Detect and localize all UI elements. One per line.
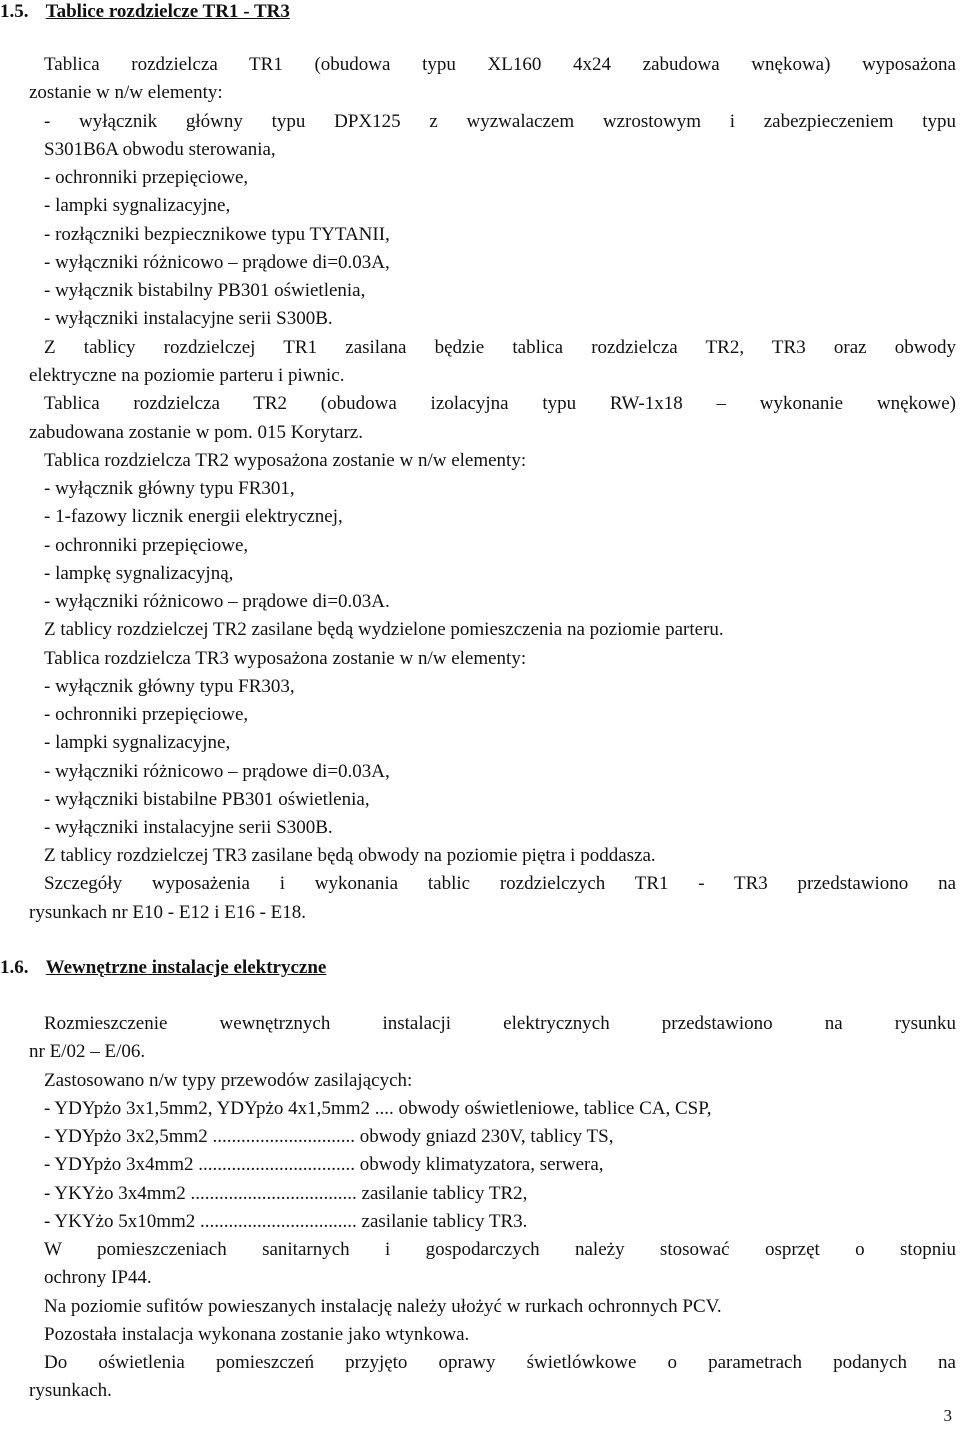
list-item: - 1-fazowy licznik energii elektrycznej, [44, 506, 343, 527]
section-heading-1-5 [0, 0, 290, 25]
cable-list-item: - YDYpżo 3x2,5mm2 .............................. obwody gniazd 230V, tablicy TS, [44, 1126, 614, 1147]
paragraph-line: Tablica rozdzielcza TR2 wyposażona zostanie w n/w elementy: [44, 450, 527, 471]
paragraph-line: rysunkach. [29, 1380, 112, 1401]
paragraph-line: zabudowana zostanie w pom. 015 Korytarz. [29, 422, 363, 443]
paragraph-line: Z tablicy rozdzielczej TR1 zasilana będzie tablica rozdzielcza TR2, TR3 oraz obwody [44, 337, 956, 358]
paragraph-line: Z tablicy rozdzielczej TR3 zasilane będą obwody na poziomie piętra i poddasza. [44, 845, 656, 866]
paragraph-line: rysunkach nr E10 - E12 i E16 - E18. [29, 902, 307, 923]
list-item: - lampki sygnalizacyjne, [44, 195, 231, 216]
paragraph-line: W pomieszczeniach sanitarnych i gospodarczych należy stosować osprzęt o stopniu [44, 1239, 956, 1260]
section-title: Tablice rozdzielcze TR1 - TR3 [45, 1, 290, 22]
paragraph-line: Tablica rozdzielcza TR1 (obudowa typu XL160 4x24 zabudowa wnękowa) wyposażona [44, 54, 956, 75]
list-item: - ochronniki przepięciowe, [44, 704, 249, 725]
paragraph-line: nr E/02 – E/06. [29, 1041, 146, 1062]
list-item: - lampkę sygnalizacyjną, [44, 563, 234, 584]
list-item: - wyłącznik główny typu FR301, [44, 478, 295, 499]
section-heading-1-6 [0, 955, 326, 981]
cable-list-item: - YKYżo 3x4mm2 ................................... zasilanie tablicy TR2, [44, 1183, 528, 1204]
section-number: 1.6. [0, 957, 29, 978]
list-item: - wyłączniki instalacyjne serii S300B. [44, 817, 333, 838]
paragraph-line: Zastosowano n/w typy przewodów zasilających: [44, 1070, 413, 1091]
paragraph-line: Do oświetlenia pomieszczeń przyjęto oprawy świetlówkowe o parametrach podanych na [44, 1352, 956, 1373]
section-number: 1.5. [0, 1, 29, 22]
list-item: S301B6A obwodu sterowania, [44, 139, 276, 160]
paragraph-line: zostanie w n/w elementy: [29, 82, 223, 103]
list-item: - wyłącznik bistabilny PB301 oświetlenia, [44, 280, 366, 301]
paragraph-line: Z tablicy rozdzielczej TR2 zasilane będą wydzielone pomieszczenia na poziomie parteru. [44, 619, 724, 640]
cable-list-item: - YDYpżo 3x1,5mm2, YDYpżo 4x1,5mm2 .... obwody oświetleniowe, tablice CA, CSP, [44, 1098, 712, 1119]
list-item: - ochronniki przepięciowe, [44, 167, 249, 188]
paragraph-line: Rozmieszczenie wewnętrznych instalacji elektrycznych przedstawiono na rysunku [44, 1013, 956, 1034]
list-item: - wyłącznik główny typu DPX125 z wyzwalaczem wzrostowym i zabezpieczeniem typu [44, 111, 956, 132]
list-item: - wyłączniki różnicowo – prądowe di=0.03A, [44, 252, 390, 273]
paragraph-line: Pozostała instalacja wykonana zostanie jako wtynkowa. [44, 1324, 470, 1345]
paragraph-line: Tablica rozdzielcza TR3 wyposażona zostanie w n/w elementy: [44, 648, 527, 669]
page-number: 3 [943, 1406, 952, 1425]
paragraph-line: Szczegóły wyposażenia i wykonania tablic rozdzielczych TR1 - TR3 przedstawiono na [44, 873, 956, 894]
list-item: - rozłączniki bezpiecznikowe typu TYTANII, [44, 224, 390, 245]
cable-list-item: - YDYpżo 3x4mm2 ................................. obwody klimatyzatora, serwera, [44, 1154, 604, 1175]
paragraph-line: Tablica rozdzielcza TR2 (obudowa izolacyjna typu RW-1x18 – wykonanie wnękowe) [44, 393, 956, 414]
section-title: Wewnętrzne instalacje elektryczne [45, 957, 327, 978]
paragraph-line: Na poziomie sufitów powieszanych instalację należy ułożyć w rurkach ochronnych PCV. [44, 1296, 722, 1317]
paragraph-line: ochrony IP44. [44, 1267, 152, 1288]
cable-list-item: - YKYżo 5x10mm2 ................................. zasilanie tablicy TR3. [44, 1211, 528, 1232]
list-item: - wyłączniki bistabilne PB301 oświetlenia, [44, 789, 370, 810]
list-item: - wyłącznik główny typu FR303, [44, 676, 295, 697]
paragraph-line: elektryczne na poziomie parteru i piwnic. [29, 365, 345, 386]
list-item: - lampki sygnalizacyjne, [44, 732, 231, 753]
list-item: - wyłączniki różnicowo – prądowe di=0.03A. [44, 591, 390, 612]
list-item: - wyłączniki różnicowo – prądowe di=0.03A, [44, 761, 390, 782]
list-item: - ochronniki przepięciowe, [44, 535, 249, 556]
list-item: - wyłączniki instalacyjne serii S300B. [44, 308, 333, 329]
